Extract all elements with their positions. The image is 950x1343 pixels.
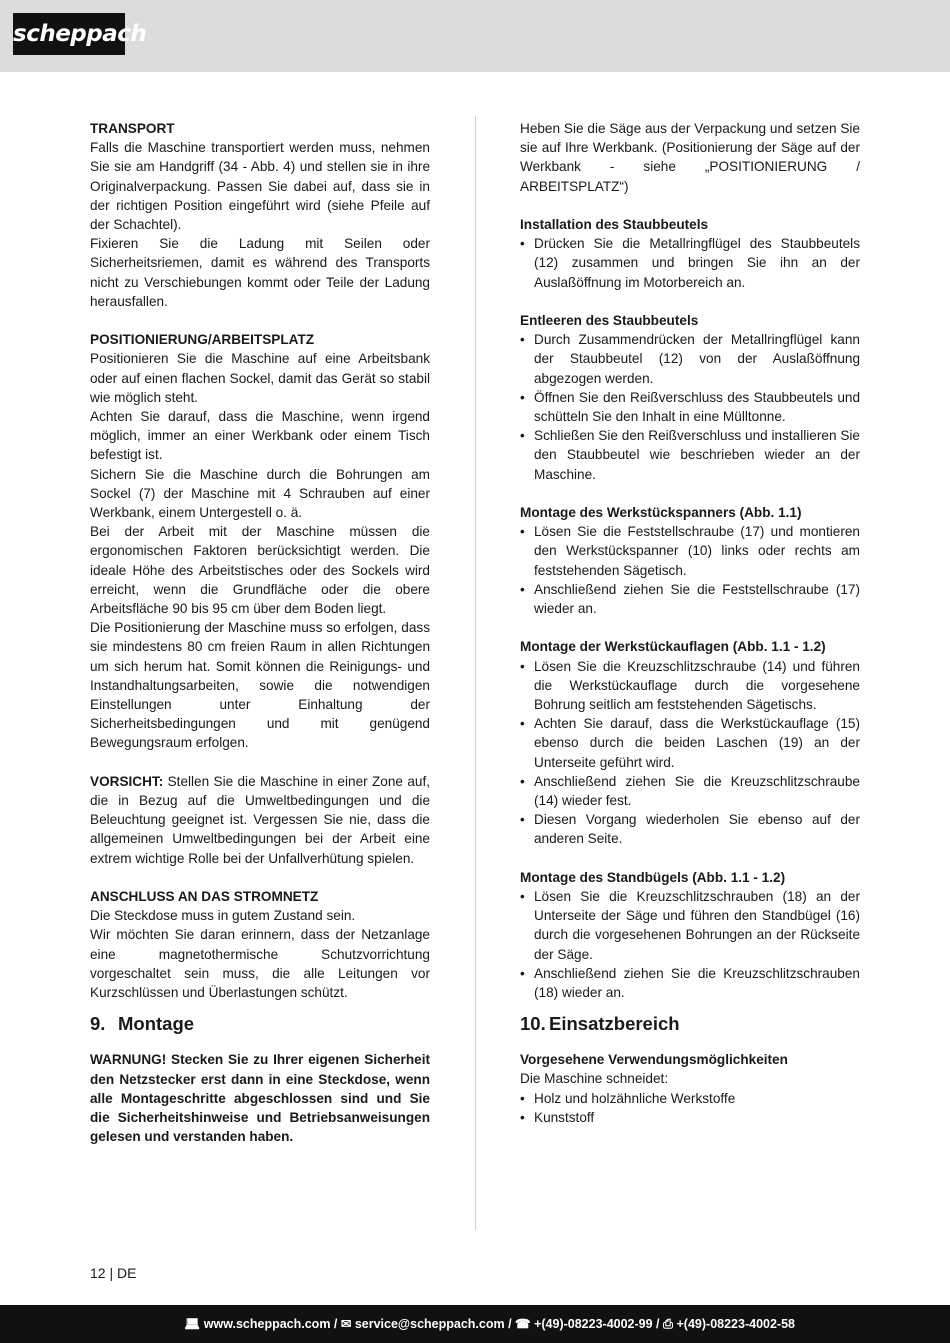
positioning-paragraph-2: Achten Sie darauf, dass die Maschine, wenn irgend möglich, immer an einer Werkbank oder einem Tisch befestigt ist. [90,409,430,463]
caution-label: VORSICHT: [90,773,164,789]
support-list [520,657,860,849]
positioning-paragraph-5: Die Positionierung der Maschine muss so erfolgen, dass sie mindestens 80 cm freien Raum in allen Richtungen um sich herum hat. Somit können die Reinigungs- und Instandhaltungsarbeiten, sowie die notwendigen Einstellungen unter Einhaltung der Sicherheitsbedingungen und mit genügend Bewegungsraum erfolgen. [90,620,430,751]
list-item: • Achten Sie darauf, dass die Werkstückauflage (15) ebenso durch die beiden Laschen (19) an der Unterseite geführt wird. [520,714,860,772]
empty-bag-heading: Entleeren des Staubbeutels [520,313,699,328]
fax-number: +(49)-08223-4002-58 [676,1317,795,1331]
separator: / [652,1317,663,1331]
list-item: • Anschließend ziehen Sie die Kreuzschlitzschraube (14) wieder fest. [520,772,860,810]
phone-icon: ☎︎ [515,1317,531,1331]
mail-icon: ✉︎ [340,1317,352,1331]
stand-list [520,887,860,1002]
power-paragraph-1: Die Steckdose muss in gutem Zustand sein. [90,908,356,924]
list-item: • Lösen Sie die Kreuzschlitzschraube (14) und führen die Werkstückauflage durch die vorgesehene Bohrung seitlich am feststehenden Sägetischs. [520,657,860,715]
empty-bag-list [520,330,860,484]
email-link[interactable]: service@scheppach.com [354,1317,505,1331]
separator: / [504,1317,516,1331]
list-item: • Diesen Vorgang wiederholen Sie ebenso auf der anderen Seite. [520,810,860,848]
left-column [90,119,430,1146]
clamp-heading: Montage des Werkstückspanners (Abb. 1.1) [520,505,802,521]
list-item: • Lösen Sie die Feststellschraube (17) und montieren den Werkstückspanner (10) links oder rechts am feststehenden Sägetisch. [520,522,860,580]
separator: / [330,1317,341,1331]
footer-bar [0,1305,950,1343]
computer-icon: 💻︎ [184,1317,201,1331]
scheppach-logo: scheppach [13,13,125,55]
intro-paragraph: Heben Sie die Säge aus der Verpackung und setzen Sie sie auf Ihre Werkbank. (Positionierung der Säge auf der Werkbank - siehe „POSITIONIERUNG / ARBEITSPLATZ“) [520,121,860,194]
install-bag-heading: Installation des Staubbeutels [520,217,709,232]
header-bar [0,0,950,72]
use-heading: Vorgesehene Verwendungsmöglichkeiten [520,1052,788,1068]
list-item: • Holz und holzähnliche Werkstoffe [520,1089,860,1108]
list-item: • Schließen Sie den Reißverschluss und installieren Sie den Staubbeutel wie beschrieben wieder an der Maschine. [520,426,860,484]
support-heading: Montage der Werkstückauflagen (Abb. 1.1 - 1.2) [520,639,826,655]
section-9-heading: 9. Montage [90,1013,195,1035]
positioning-paragraph-4: Bei der Arbeit mit der Maschine müssen die ergonomischen Faktoren berücksichtigt werden. Die ideale Höhe des Arbeitstisches oder des Sockels wird erreicht, wenn die Grundfläche oder die obere Arbeitsfläche 90 bis 95 cm über dem Boden liegt. [90,524,430,617]
install-bag-list [520,234,860,292]
caution-paragraph [90,772,430,868]
list-item: • Öffnen Sie den Reißverschluss des Staubbeutels und schütteln Sie den Inhalt in eine Mülltonne. [520,388,860,426]
clamp-list [520,522,860,618]
caution-text: Stellen Sie die Maschine in einer Zone auf, die in Bezug auf die Umweltbedingungen und die Beleuchtung geeignet ist. Vergessen Sie nie, dass die allgemeinen Umweltbedingungen bei der Arbeit eine extrem wichtige Rolle bei der Unfallverhütung spielen. [90,773,430,866]
use-intro: Die Maschine schneidet: [520,1071,669,1087]
transport-paragraph-1: Falls die Maschine transportiert werden muss, nehmen Sie sie am Handgriff (34 - Abb. 4) und stellen sie in ihre Originalverpackung. Passen Sie dabei auf, dass sie in der richtigen Position eingeführt wird (siehe Pfeile auf der Schachtel). [90,140,430,233]
positioning-paragraph-3: Sichern Sie die Maschine durch die Bohrungen am Sockel (7) der Maschine mit 4 Schrauben auf einer Werkbank, einem Untergestell o. ä. [90,466,430,521]
footer-contact [184,1305,795,1343]
warning-paragraph: WARNUNG! Stecken Sie zu Ihrer eigenen Sicherheit den Netzstecker erst dann in eine Steckdose, wenn alle Montageschritte abgeschlossen sind und Sie die Sicherheitshinweise und Betriebsanweisungen gelesen und verstanden haben. [90,1052,430,1145]
transport-heading: TRANSPORT [90,121,175,136]
stand-heading: Montage des Standbügels (Abb. 1.1 - 1.2) [520,869,786,885]
section-10-heading: 10. Einsatzbereich [520,1013,680,1035]
page-number: 12 | DE [90,1265,137,1281]
list-item: • Lösen Sie die Kreuzschlitzschrauben (18) an der Unterseite der Säge und führen den Standbügel (16) durch die vorgesehenen Bohrungen an der Rückseite der Säge. [520,887,860,964]
fax-icon: ⎙ [663,1317,674,1331]
phone-number: +(49)-08223-4002-99 [534,1317,653,1331]
column-divider [475,116,476,1230]
list-item: • Anschließend ziehen Sie die Feststellschraube (17) wieder an. [520,580,860,618]
power-paragraph-2: Wir möchten Sie daran erinnern, dass der Netzanlage eine magnetothermische Schutzvorrichtung vorgeschaltet sein muss, die alle Leitungen vor Kurzschlüssen und Überlastungen schützt. [90,927,430,1001]
website-link[interactable]: www.scheppach.com [203,1317,331,1331]
right-column [520,119,860,1127]
list-item: • Anschließend ziehen Sie die Kreuzschlitzschrauben (18) wieder an. [520,964,860,1002]
list-item: • Durch Zusammendrücken der Metallringflügel kann der Staubbeutel (12) von der Auslaßöffnung abgezogen werden. [520,330,860,388]
transport-paragraph-2: Fixieren Sie die Ladung mit Seilen oder Sicherheitsriemen, damit es während des Transports nicht zu Verschiebungen kommt oder Teile der Ladung herausfallen. [90,236,430,309]
list-item: • Kunststoff [520,1108,860,1127]
positioning-heading: POSITIONIERUNG/ARBEITSPLATZ [90,332,315,348]
positioning-paragraph-1: Positionieren Sie die Maschine auf eine Arbeitsbank oder auf einen flachen Sockel, damit das Gerät so stabil wie möglich steht. [90,351,430,405]
use-list [520,1089,860,1127]
power-heading: ANSCHLUSS AN DAS STROMNETZ [90,889,319,905]
list-item: • Drücken Sie die Metallringflügel des Staubbeutels (12) zusammen und bringen Sie ihn an der Auslaßöffnung im Motorbereich an. [520,234,860,292]
